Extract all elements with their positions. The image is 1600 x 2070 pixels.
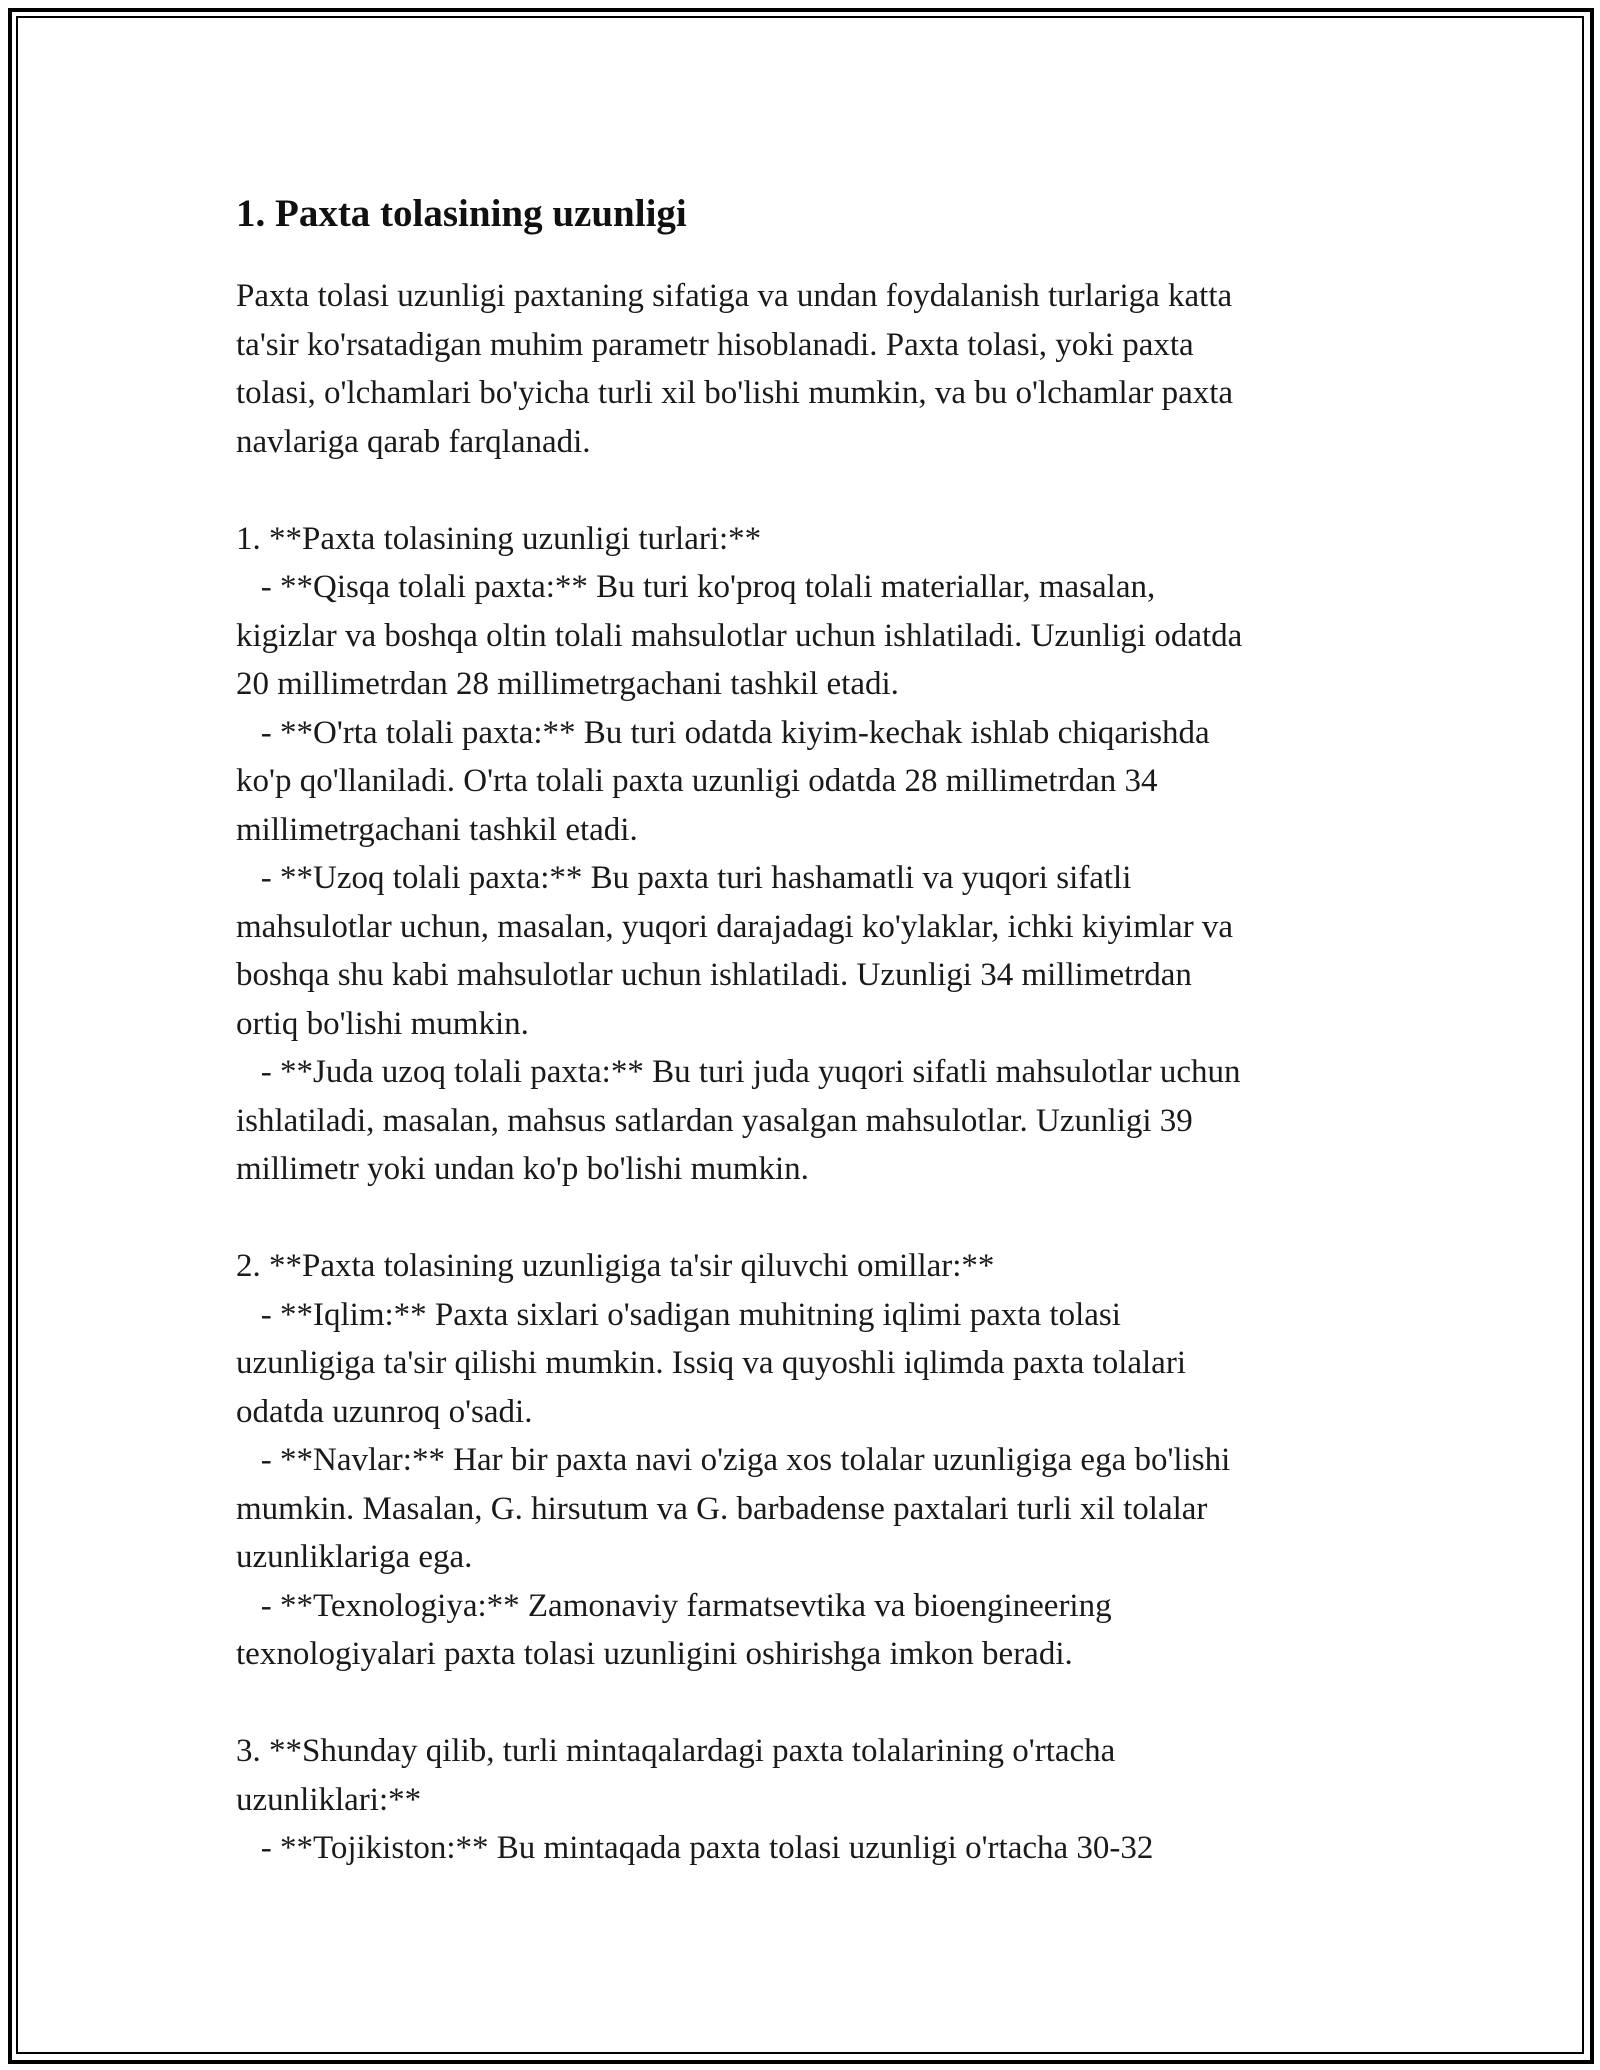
text-line: - **Uzoq tolali paxta:** Bu paxta turi hashamatli va yuqori sifatli bbox=[236, 860, 1132, 896]
section-regional-averages bbox=[236, 1727, 1366, 1873]
text-line: uzunligiga ta'sir qilishi mumkin. Issiq va quyoshli iqlimda paxta tolalari bbox=[236, 1345, 1186, 1381]
text-line: odatda uzunroq o'sadi. bbox=[236, 1393, 533, 1430]
text-line: millimetrgachani tashkil etadi. bbox=[236, 811, 638, 848]
text-line: ortiq bo'lishi mumkin. bbox=[236, 1005, 529, 1042]
section-influencing-factors bbox=[236, 1242, 1366, 1679]
text-line: tolasi, o'lchamlari bo'yicha turli xil bo'lishi mumkin, va bu o'lchamlar paxta bbox=[236, 375, 1234, 411]
text-line: ta'sir ko'rsatadigan muhim parametr hisoblanadi. Paxta tolasi, yoki paxta bbox=[236, 326, 1194, 363]
document-heading: 1. Paxta tolasining uzunligi bbox=[236, 192, 687, 235]
text-line: - **Tojikiston:** Bu mintaqada paxta tolasi uzunligi o'rtacha 30-32 bbox=[236, 1830, 1154, 1866]
list-heading: 3. **Shunday qilib, turli mintaqalardagi paxta tolalarining o'rtacha bbox=[236, 1733, 1116, 1769]
text-line: texnologiyalari paxta tolasi uzunligini oshirishga imkon beradi. bbox=[236, 1636, 1073, 1672]
text-line: - **Navlar:** Har bir paxta navi o'ziga xos tolalar uzunligiga ega bo'lishi bbox=[236, 1442, 1231, 1478]
text-line: navlariga qarab farqlanadi. bbox=[236, 423, 591, 460]
text-line: mumkin. Masalan, G. hirsutum va G. barbadense paxtalari turli xil tolalar bbox=[236, 1490, 1208, 1527]
text-line: kigizlar va boshqa oltin tolali mahsulotlar uchun ishlatiladi. Uzunligi odatda bbox=[236, 617, 1243, 654]
text-line: millimetr yoki undan ko'p bo'lishi mumkin. bbox=[236, 1151, 809, 1187]
text-line: - **Iqlim:** Paxta sixlari o'sadigan muhitning iqlimi paxta tolasi bbox=[236, 1296, 1121, 1333]
list-heading: 1. **Paxta tolasining uzunligi turlari:** bbox=[236, 520, 762, 557]
text-line: uzunliklariga ega. bbox=[236, 1539, 473, 1575]
text-line: - **O'rta tolali paxta:** Bu turi odatda kiyim-kechak ishlab chiqarishda bbox=[236, 714, 1210, 751]
intro-paragraph bbox=[236, 272, 1366, 466]
text-line: boshqa shu kabi mahsulotlar uchun ishlatiladi. Uzunligi 34 millimetrdan bbox=[236, 957, 1192, 993]
text-line: - **Juda uzoq tolali paxta:** Bu turi juda yuqori sifatli mahsulotlar uchun bbox=[236, 1054, 1241, 1090]
text-line: - **Qisqa tolali paxta:** Bu turi ko'proq tolali materiallar, masalan, bbox=[236, 569, 1156, 605]
text-line: Paxta tolasi uzunligi paxtaning sifatiga va undan foydalanish turlariga katta bbox=[236, 278, 1233, 314]
text-line: ko'p qo'llaniladi. O'rta tolali paxta uzunligi odatda 28 millimetrdan 34 bbox=[236, 763, 1158, 799]
text-line: uzunliklari:** bbox=[236, 1781, 422, 1818]
section-fiber-length-types bbox=[236, 515, 1366, 1194]
text-line: 20 millimetrdan 28 millimetrgachani tashkil etadi. bbox=[236, 666, 899, 702]
list-heading: 2. **Paxta tolasining uzunligiga ta'sir qiluvchi omillar:** bbox=[236, 1248, 995, 1284]
text-line: mahsulotlar uchun, masalan, yuqori darajadagi ko'ylaklar, ichki kiyimlar va bbox=[236, 908, 1234, 945]
text-line: - **Texnologiya:** Zamonaviy farmatsevtika va bioengineering bbox=[236, 1587, 1112, 1624]
text-line: ishlatiladi, masalan, mahsus satlardan yasalgan mahsulotlar. Uzunligi 39 bbox=[236, 1102, 1193, 1139]
document-page bbox=[236, 190, 1366, 1921]
